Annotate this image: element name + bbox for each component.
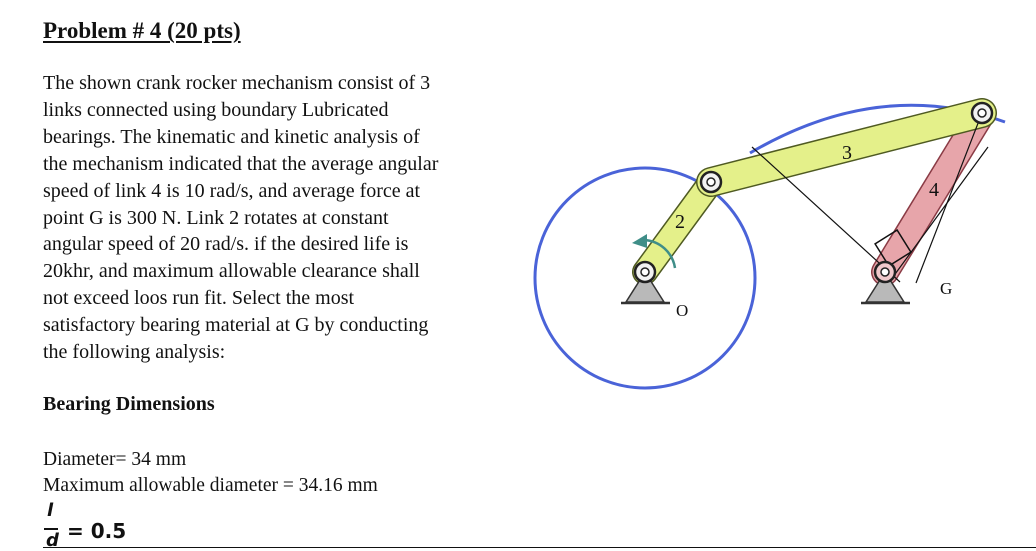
point-g-label: G (940, 279, 953, 298)
ratio-value: = 0.5 (67, 519, 127, 543)
problem-title: Problem # 4 (20 pts) (43, 18, 241, 43)
statement-line: point G is 300 N. Link 2 rotates at constant (43, 206, 389, 229)
link-2-label: 2 (675, 211, 685, 233)
statement-line: bearings. The kinematic and kinetic analysis of (43, 125, 420, 148)
statement-line: 20khr, and maximum allowable clearance shall (43, 260, 420, 283)
statement-line: links connected using boundary Lubricated (43, 98, 389, 121)
crank-rocker-diagram (520, 85, 1032, 390)
link-3-label: 3 (842, 142, 852, 164)
statement-line: The shown crank rocker mechanism consist of 3 (43, 72, 431, 94)
statement-line: the mechanism indicated that the average angular (43, 152, 439, 175)
statement-line: speed of link 4 is 10 rad/s, and average force at (43, 179, 421, 202)
rotation-arrowhead-icon (632, 234, 647, 248)
ratio-numerator: l (47, 500, 54, 521)
bearing-dimensions-heading: Bearing Dimensions (43, 393, 215, 415)
link-4-label: 4 (929, 179, 939, 201)
pin-core (641, 268, 649, 276)
statement-line: not exceed loos run fit. Select the most (43, 287, 355, 310)
problem-statement (43, 70, 513, 366)
pin-core (978, 109, 986, 117)
ratio-denominator: d (46, 530, 59, 551)
bottom-rule (43, 547, 1036, 548)
pivot-o-label: O (676, 301, 689, 320)
max-diameter-value: Maximum allowable diameter = 34.16 mm (43, 475, 378, 496)
statement-line: the following analysis: (43, 341, 226, 364)
diameter-value: Diameter= 34 mm (43, 449, 187, 470)
length-diameter-ratio (43, 500, 163, 550)
statement-line: satisfactory bearing material at G by conducting (43, 314, 429, 337)
pin-core (707, 178, 715, 186)
statement-line: angular speed of 20 rad/s. if the desired life is (43, 233, 409, 256)
pin-core (881, 268, 889, 276)
